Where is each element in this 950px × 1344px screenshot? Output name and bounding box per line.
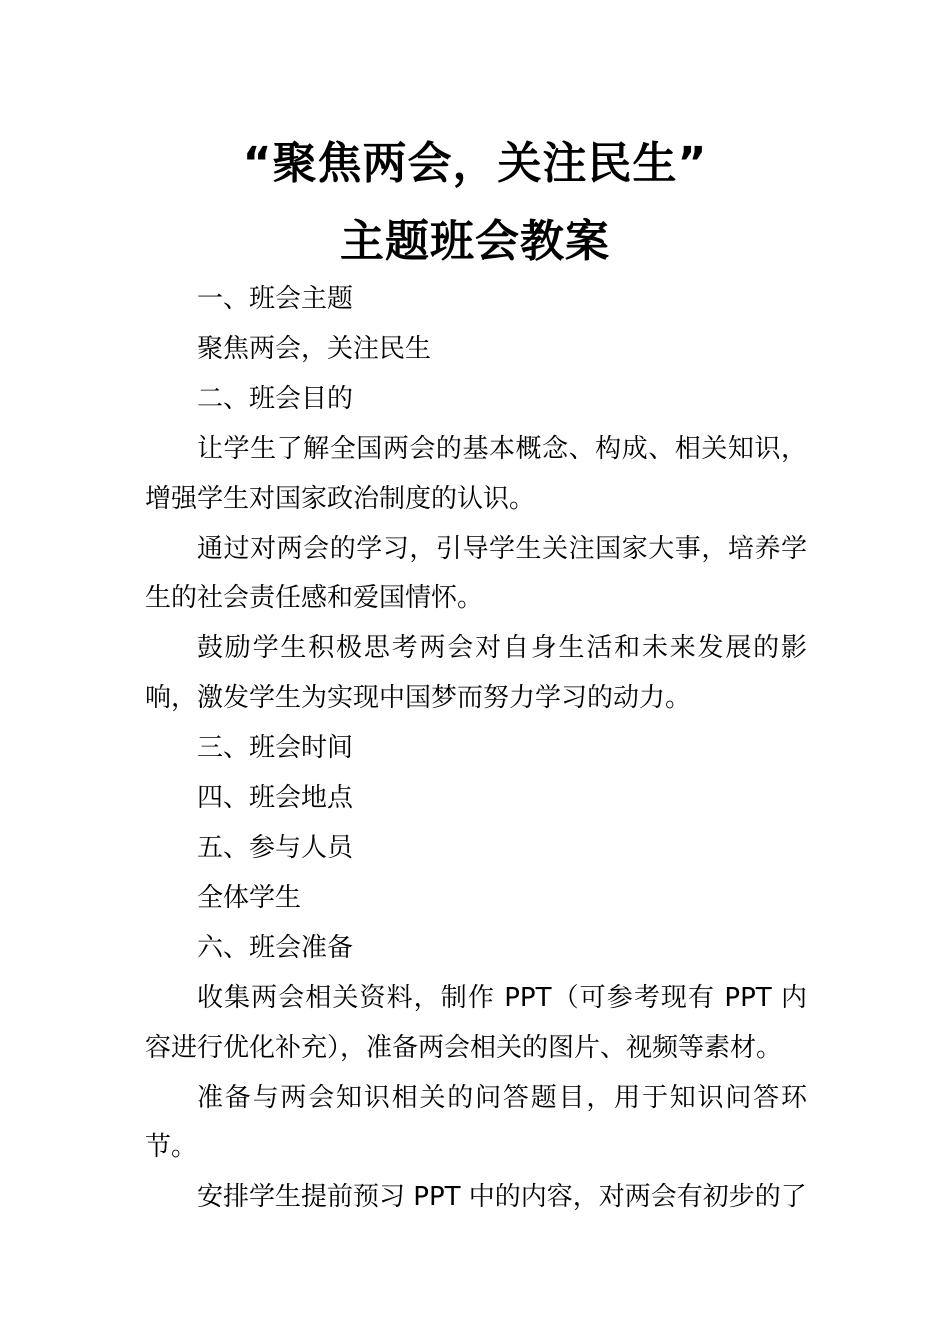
paragraph-theme: 聚焦两会，关注民生 (197, 333, 432, 364)
paragraph-preparation-1: 收集两会相关资料，制作 PPT（可参考现有 PPT 内容进行优化补充），准备两会相关的图片、视频等素材。 (145, 982, 807, 1063)
paragraph-purpose-2: 通过对两会的学习，引导学生关注国家大事，培养学生的社会责任感和爱国情怀。 (145, 533, 807, 614)
paragraph-preparation-3: 安排学生提前预习 PPT 中的内容，对两会有初步的了 (197, 1182, 807, 1213)
section-heading-location: 四、班会地点 (197, 783, 354, 814)
document-body (145, 275, 807, 1223)
paragraph-purpose-3: 鼓励学生积极思考两会对自身生活和未来发展的影响，激发学生为实现中国梦而努力学习的动力。 (145, 633, 807, 714)
paragraph-preparation-2: 准备与两会知识相关的问答题目，用于知识问答环节。 (145, 1082, 807, 1163)
document-title-line-1: “聚焦两会，关注民生” (242, 138, 708, 189)
section-heading-theme: 一、班会主题 (197, 284, 354, 314)
section-heading-time: 三、班会时间 (197, 733, 354, 764)
section-heading-preparation: 六、班会准备 (197, 932, 354, 963)
section-heading-participants: 五、参与人员 (197, 832, 354, 863)
paragraph-participants: 全体学生 (197, 882, 302, 913)
section-heading-purpose: 二、班会目的 (197, 383, 354, 414)
document-title-line-2: 主题班会教案 (340, 216, 610, 267)
paragraph-purpose-1: 让学生了解全国两会的基本概念、构成、相关知识，增强学生对国家政治制度的认识。 (145, 433, 807, 514)
